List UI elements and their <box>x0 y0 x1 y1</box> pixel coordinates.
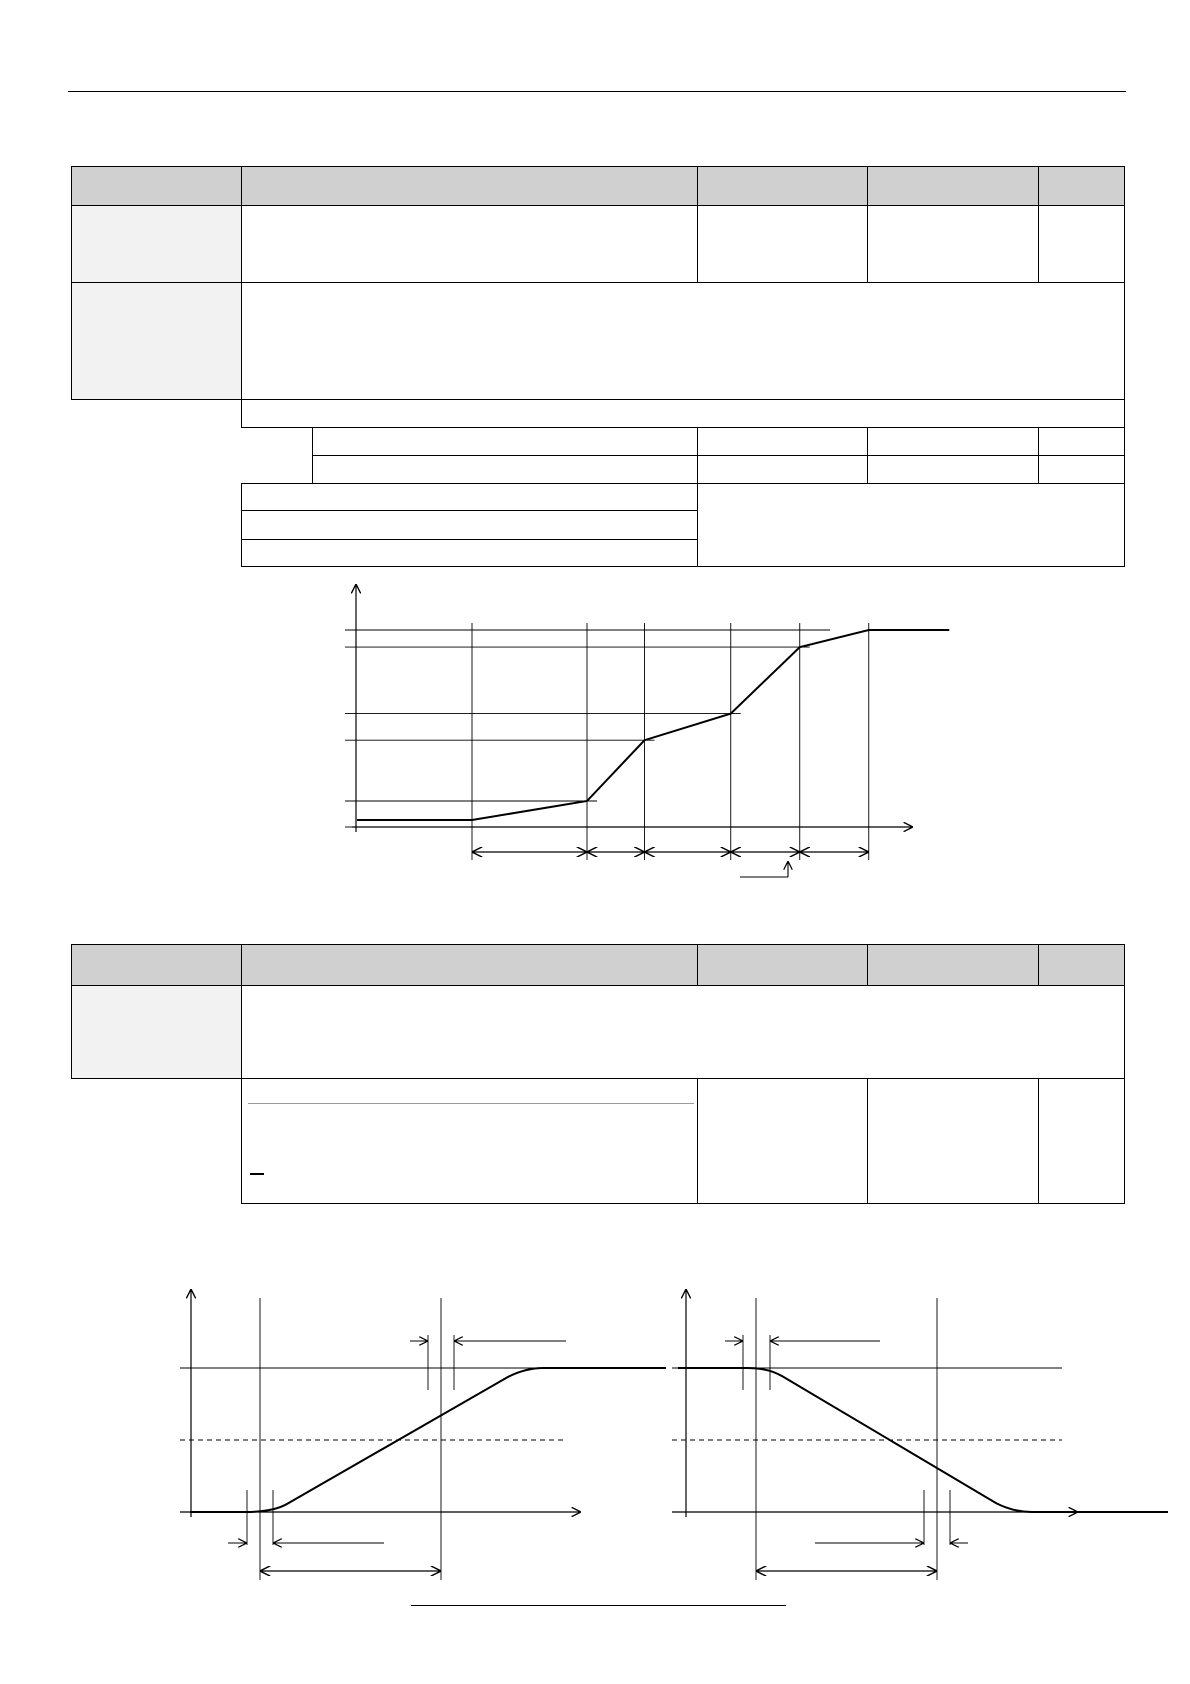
multi-step-curve-diagram <box>345 585 949 877</box>
ramp-curve <box>678 1368 1168 1512</box>
deceleration-ramp-diagram <box>672 1290 1168 1580</box>
curve-line <box>357 630 949 820</box>
acceleration-ramp-diagram <box>180 1290 666 1580</box>
